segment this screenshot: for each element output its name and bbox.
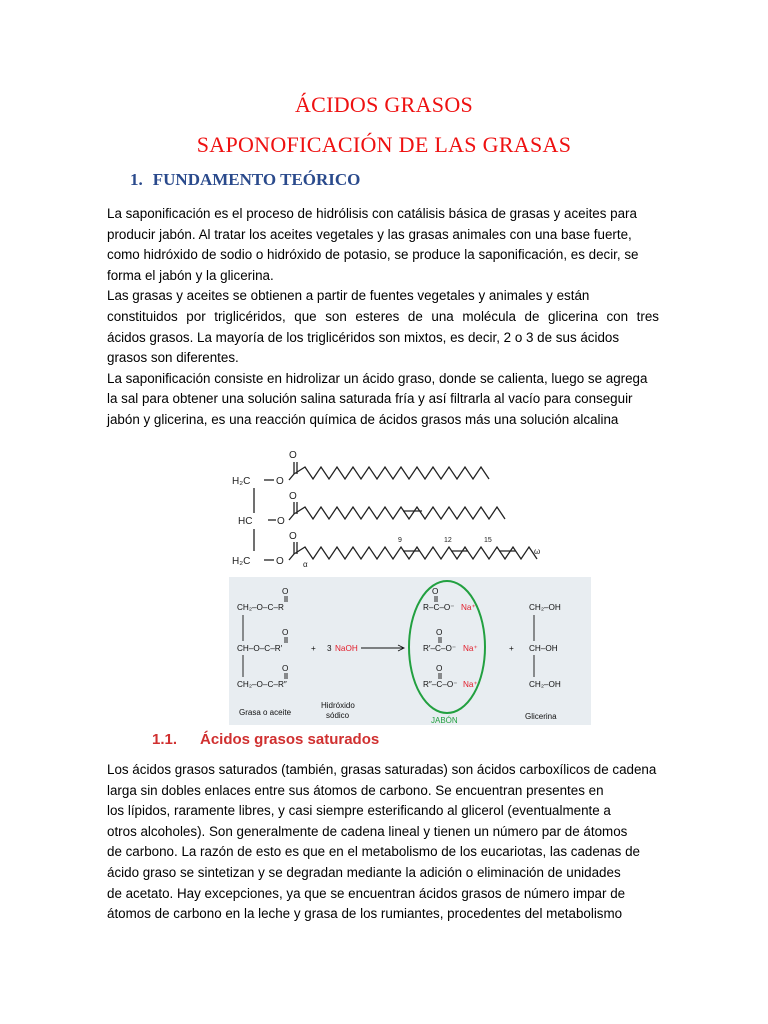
text-line: producir jabón. Al tratar los aceites vegetales y las grasas animales con una base fuerte, <box>107 226 632 242</box>
text-line: constituidos por triglicéridos, que son esteres de una molécula de glicerina con tres <box>107 308 659 324</box>
main-title: ÁCIDOS GRASOS <box>294 92 474 117</box>
text-line: jabón y glicerina, es una reacción química de ácidos grasos más una solución alcalina <box>107 411 619 427</box>
section-heading-saturados <box>152 731 379 748</box>
fundamento-paragraph <box>107 204 659 431</box>
subtitle: SAPONOFICACIÓN DE LAS GRASAS <box>196 132 572 157</box>
carbon-15-label: 15 <box>484 537 492 544</box>
text-line: grasos son diferentes. <box>107 350 239 366</box>
naoh-label: NaOH <box>335 644 358 653</box>
carbonyl-oxygen: O <box>282 628 289 637</box>
text-line: larga sin dobles enlaces entre sus átomos de carbono. Se encuentran presentes en <box>107 782 604 798</box>
section-number: 1. <box>130 170 143 189</box>
text-line: los lípidos, raramente libres, y casi siempre esterificando al glicerol (eventualmente a <box>107 803 611 819</box>
sodium-ion: Na⁺ <box>463 680 478 689</box>
h2c-bottom-label: H₂C <box>232 556 251 567</box>
text-line: La saponificación es el proceso de hidrólisis con catálisis básica de grasas y aceites para <box>107 206 637 221</box>
oxygen-label: O <box>289 491 297 502</box>
carbonyl-oxygen: O <box>436 664 443 673</box>
fat-row-1: CH₂–O–C–R <box>237 603 284 612</box>
text-line: Los ácidos grasos saturados (también, grasas saturadas) son ácidos carboxílicos de cadena <box>107 762 657 777</box>
label-hydroxide-2: sódico <box>326 711 350 720</box>
triglyceride-structure-figure <box>230 443 550 575</box>
naoh-coefficient: 3 <box>327 644 332 653</box>
text-line: de carbono. La razón de esto es que en el metabolismo de los eucariotas, las cadenas de <box>107 844 640 860</box>
soap-row-1: R–C–O⁻ <box>423 603 455 612</box>
text-line: forma el jabón y la glicerina. <box>107 267 274 283</box>
plus-sign: + <box>509 644 514 653</box>
text-line: otros alcoholes). Son generalmente de cadena lineal y tienen un número par de átomos <box>107 823 628 839</box>
section-heading-fundamento <box>130 170 360 190</box>
oxygen-label: O <box>276 556 284 567</box>
carbonyl-oxygen: O <box>282 587 289 596</box>
text-line: átomos de carbono en la leche y grasa de los rumiantes, procedentes del metabolismo <box>107 906 623 922</box>
carbon-12-label: 12 <box>444 537 452 544</box>
oxygen-label: O <box>276 476 284 487</box>
text-line: ácido graso se sintetizan y se degradan mediante la adición o eliminación de unidades <box>107 864 621 880</box>
oxygen-label: O <box>289 450 297 461</box>
text-line: de acetato. Hay excepciones, ya que se encuentran ácidos grasos de número impar de <box>107 885 626 901</box>
saturados-paragraph <box>107 760 659 925</box>
carbon-9-label: 9 <box>398 537 402 544</box>
carbonyl-oxygen: O <box>432 587 439 596</box>
label-fat: Grasa o aceite <box>239 708 292 717</box>
label-glycerin: Glicerina <box>525 712 557 721</box>
soap-row-2: R′–C–O⁻ <box>423 644 457 653</box>
h2c-top-label: H₂C <box>232 476 251 487</box>
saponification-reaction-figure <box>229 577 591 725</box>
text-line: la sal para obtener una solución salina saturada fría y así filtrarla al vacío para conseguir <box>107 391 633 407</box>
text-line: ácidos grasos. La mayoría de los triglicéridos son mixtos, es decir, 2 o 3 de sus ácidos <box>107 329 620 345</box>
carbonyl-oxygen: O <box>436 628 443 637</box>
plus-sign: + <box>311 644 316 653</box>
label-hydroxide: Hidróxido <box>321 701 355 710</box>
label-soap: JABÓN <box>431 716 458 725</box>
carbonyl-oxygen: O <box>282 664 289 673</box>
sodium-ion: Na⁺ <box>463 644 478 653</box>
section-number: 1.1. <box>152 731 178 748</box>
glycerin-row-3: CH₂–OH <box>529 680 561 689</box>
text-line: Las grasas y aceites se obtienen a partir de fuentes vegetales y animales y están <box>107 288 590 304</box>
glycerin-row-2: CH–OH <box>529 644 558 653</box>
oxygen-label: O <box>277 516 285 527</box>
hc-label: HC <box>238 516 253 527</box>
oxygen-label: O <box>289 531 297 542</box>
text-line: como hidróxido de sodio o hidróxido de potasio, se produce la saponificación, es decir, se <box>107 247 639 263</box>
fat-row-3: CH₂–O–C–R″ <box>237 680 287 689</box>
alpha-label: α <box>303 560 308 569</box>
glycerin-row-1: CH₂–OH <box>529 603 561 612</box>
section-title: Ácidos grasos saturados <box>200 731 380 748</box>
sodium-ion: Na⁺ <box>461 603 476 612</box>
fat-row-2: CH–O–C–R′ <box>237 644 283 653</box>
omega-label: ω <box>534 547 541 556</box>
text-line: La saponificación consiste en hidrolizar un ácido graso, donde se calienta, luego se agrega <box>107 370 648 386</box>
soap-row-3: R″–C–O⁻ <box>423 680 458 689</box>
section-title: FUNDAMENTO TEÓRICO <box>152 170 361 189</box>
